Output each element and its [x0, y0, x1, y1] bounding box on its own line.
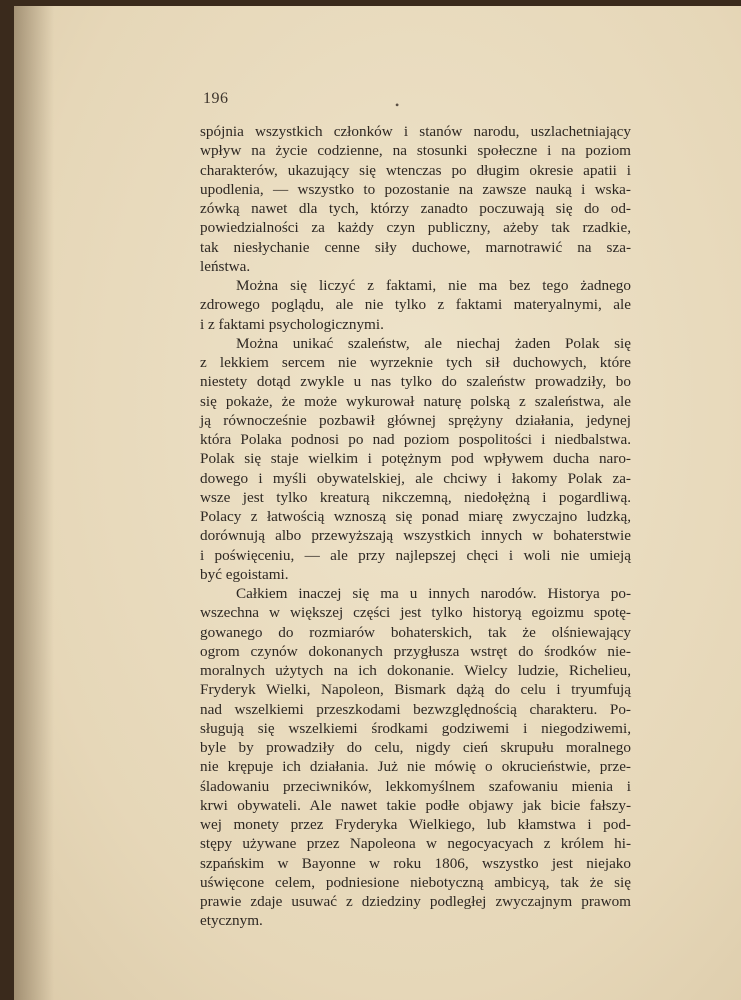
text-line: dowego i myśli obywatelskiej, ale chciwy i łakomy Polak za- [200, 469, 631, 487]
text-line: z lekkiem sercem nie wyrzeknie tych sił duchowych, które [200, 354, 631, 371]
page-mark: • [395, 98, 400, 112]
paragraph [200, 122, 631, 276]
paragraph [200, 334, 631, 584]
text-line: moralnych użytych na ich dokonanie. Wielcy ludzie, Richelieu, [200, 662, 631, 679]
text-line: zdrowego poglądu, ale nie tylko z faktami materyalnymi, ale [200, 296, 631, 314]
text-line: gowanego do rozmiarów bohaterskich, tak że olśniewający [200, 623, 631, 641]
text-line: szpańskim w Bayonne w roku 1806, wszystko jest niejako [200, 854, 631, 872]
text-line: wszechna w większej części jest tylko historyą egoizmu spotę- [200, 604, 631, 622]
text-line: zówką nawet dla tych, którzy zanadto poczuwają się do od- [200, 200, 631, 217]
text-line: prawie zdaje usuwać z dziedziny podległej zwyczajnym prawom [200, 893, 631, 910]
text-line: niestety dotąd zwykle u nas tylko do szaleństw prowadziły, bo [200, 373, 631, 391]
text-line: etycznym. [200, 912, 263, 930]
text-line: i z faktami psychologicznymi. [200, 315, 384, 333]
text-line: sługują się wszelkiemi środkami godziwemi i niegodziwemi, [200, 719, 631, 737]
text-line: wpływ na życie codzienne, na stosunki społeczne i na poziom [200, 142, 631, 160]
text-line: byle by prowadziły do celu, nigdy cień skrupułu moralnego [200, 739, 631, 756]
text-line: stępy używane przez Napoleona w negocyacyach z królem hi- [200, 835, 631, 853]
body-text [200, 122, 631, 931]
text-line: wsze jest tylko kreaturą nikczemną, niedołężną i pogardliwą. [200, 488, 631, 506]
text-line: Fryderyk Wielki, Napoleon, Bismark dążą do celu i tryumfują [200, 681, 631, 699]
text-line: powiedzialności za każdy czyn publiczny, ażeby tak rzadkie, [200, 219, 631, 237]
text-line: charakterów, ukazujący się wtenczas po długim okresie apatii i [200, 161, 631, 179]
text-line: nie krępuje ich działania. Już nie mówię o okrucieństwie, prze- [200, 758, 631, 776]
book-page [14, 6, 741, 1000]
text-line: spójnia wszystkich członków i stanów narodu, uszlachetniający [200, 123, 631, 140]
text-line: krwi obywateli. Ale nawet takie podłe objawy jak bicie fałszy- [200, 796, 631, 814]
page-number: 196 [203, 90, 229, 107]
text-line: śladowaniu przeciwników, lekkomyślnem szafowaniu mienia i [200, 777, 631, 795]
text-line: Polak się staje wielkim i potężnym pod wpływem ducha naro- [200, 450, 631, 468]
paragraph [200, 584, 631, 931]
text-line: ogrom czynów dokonanych przygłusza wstręt do środków nie- [200, 642, 631, 660]
text-line: się pokaże, że może wykurował naturę polską z szaleństwa, ale [200, 392, 631, 410]
text-line: Można unikać szaleństw, ale niechaj żaden Polak się [236, 334, 631, 352]
text-line: Można się liczyć z faktami, nie ma bez tego żadnego [236, 277, 631, 294]
text-line: leństwa. [200, 257, 251, 275]
text-line: Całkiem inaczej się ma u innych narodów. Historya po- [236, 585, 631, 602]
text-line: i poświęceniu, — ale przy najlepszej chęci i woli nie umieją [200, 546, 631, 564]
text-line: być egoistami. [200, 565, 289, 583]
text-line: upodlenia, — wszystko to pozostanie na zawsze nauką i wska- [200, 180, 631, 198]
page-gutter-shadow [14, 6, 54, 1000]
text-line: Polacy z łatwością wznoszą się ponad miarę zwyczajno ludzką, [200, 508, 631, 525]
text-line: nad wszelkiemi przeszkodami bezwzględnością charakteru. Po- [200, 700, 631, 718]
text-line: uświęcone celem, podniesione niebotyczną ambicyą, tak że się [200, 873, 631, 891]
paragraph [200, 276, 631, 334]
text-line: ją równocześnie pozbawił głównej sprężyny działania, jedynej [200, 411, 631, 429]
text-line: która Polaka podnosi po nad poziom pospolitości i niedbalstwa. [200, 431, 631, 448]
text-line: wej monety przez Fryderyka Wielkiego, lub kłamstwa i pod- [200, 816, 631, 833]
text-line: dorównują albo przewyższają wszystkich innych w bohaterstwie [200, 527, 631, 545]
text-line: tak niesłychanie cenne siły duchowe, marnotrawić na sza- [200, 238, 631, 256]
